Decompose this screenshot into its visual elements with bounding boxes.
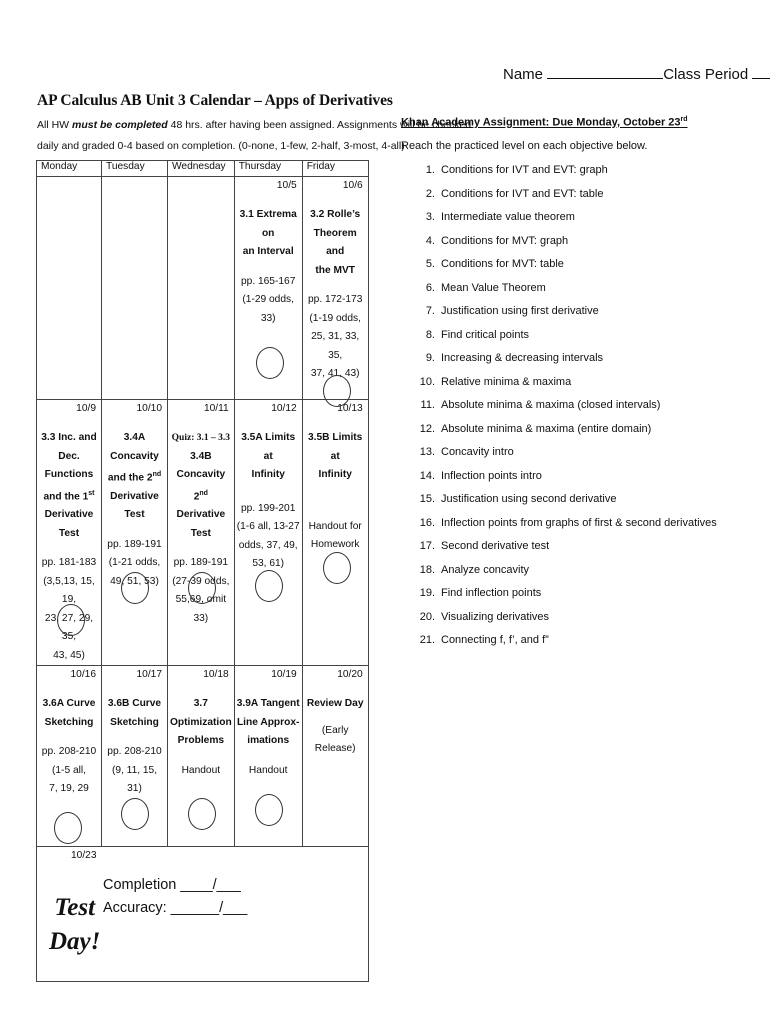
objective-item: 7. Justification using first derivative	[425, 305, 599, 317]
test-day-label: Test Day!	[49, 894, 101, 956]
khan-intro-text: Reach the practiced level on each objective below.	[401, 140, 648, 152]
homework-pages: pp. 199-201 (1-6 all, 13-27 odds, 37, 49, 53, 61)	[236, 502, 300, 569]
homework-pages: Handout	[181, 764, 221, 776]
objective-item: 3. Intermediate value theorem	[425, 211, 575, 223]
homework-pages: pp. 189-191 (27-39 odds, 55,69, omit 33)	[172, 557, 230, 624]
day-cell-10-10	[102, 400, 168, 666]
grade-circle[interactable]	[256, 347, 284, 379]
objective-item: 2. Conditions for IVT and EVT: table	[425, 187, 604, 200]
grade-circle[interactable]	[57, 604, 85, 636]
day-cell-10-23	[37, 847, 248, 982]
grade-circle[interactable]	[121, 798, 149, 830]
date-label: 10/10	[136, 403, 162, 414]
day-header-wednesday: Wednesday	[168, 161, 235, 177]
objective-item: 16. Inflection points from graphs of first & second derivatives	[419, 516, 717, 529]
day-cell-10-20	[302, 666, 368, 847]
day-header-thursday: Thursday	[234, 161, 302, 177]
instructions-line-2: daily and graded 0-4 based on completion. (0-none, 1-few, 2-half, 3-most, 4-all)	[37, 140, 405, 152]
grade-circle[interactable]	[188, 572, 216, 604]
homework-pages: pp. 208-210 (9, 11, 15, 31)	[107, 746, 162, 795]
date-label: 10/6	[342, 180, 363, 191]
day-cell-10-5	[234, 177, 302, 400]
homework-pages: pp. 208-210 (1-5 all, 7, 19, 29	[41, 746, 97, 795]
lesson-title: 3.2 Rolle’s Theorem and the MVT	[310, 209, 361, 276]
date-label: 10/13	[337, 403, 363, 414]
objective-item: 14. Inflection points intro	[419, 469, 542, 482]
day-cell-10-18	[168, 666, 235, 847]
day-cell-empty	[37, 177, 102, 400]
class-period-field[interactable]	[752, 64, 770, 79]
homework-pages: pp. 181-183 (3,5,13, 15, 19, 23, 27, 29, 35, 43, 45)	[41, 557, 97, 661]
lesson-note: (Early Release)	[314, 724, 356, 755]
objective-item: 4. Conditions for MVT: graph	[425, 234, 569, 247]
objective-item: 20. Visualizing derivatives	[419, 610, 550, 623]
lesson-title: 3.7 Optimization Problems	[170, 698, 232, 747]
objectives-list	[401, 160, 717, 654]
name-label: Name	[503, 66, 544, 83]
grade-circle[interactable]	[323, 552, 351, 584]
objective-item: 18. Analyze concavity	[419, 563, 530, 576]
grade-circle[interactable]	[54, 812, 82, 844]
unit-calendar	[36, 160, 369, 982]
objective-item: 17. Second derivative test	[419, 540, 550, 552]
day-cell-10-19	[234, 666, 302, 847]
homework-pages: pp. 165-167 (1-29 odds, 33)	[240, 275, 296, 324]
grade-circle[interactable]	[255, 570, 283, 602]
day-cell-10-6	[302, 177, 368, 400]
day-cell-empty	[102, 177, 168, 400]
date-label: 10/5	[276, 180, 297, 191]
objective-item: 11. Absolute minima & maxima (closed intervals)	[420, 399, 661, 411]
date-label: 10/23	[71, 850, 97, 862]
lesson-title: 3.9A Tangent Line Approx- imations	[236, 698, 300, 747]
date-label: 10/11	[203, 403, 229, 414]
lesson-title: 3.5B Limits at Infinity	[308, 432, 363, 480]
day-cell-10-11	[168, 400, 235, 666]
day-header-friday: Friday	[302, 161, 368, 177]
date-label: 10/20	[337, 669, 363, 681]
objective-item: 6. Mean Value Theorem	[425, 281, 546, 294]
day-cell-10-13	[302, 400, 368, 666]
objective-item: 19. Find inflection points	[419, 587, 542, 599]
khan-assignment-title: Khan Academy Assignment: Due Monday, October 23rd	[401, 116, 688, 129]
homework-pages: pp. 172-173 (1-19 odds, 25, 31, 33, 35, 37, 41, 43)	[307, 294, 363, 379]
instructions-line-1: All HW must be completed 48 hrs. after having been assigned. Assignments will be checked	[37, 119, 472, 131]
day-header-monday: Monday	[37, 161, 102, 177]
day-cell-empty	[168, 177, 235, 400]
document-title: AP Calculus AB Unit 3 Calendar – Apps of Derivatives	[37, 92, 393, 109]
lesson-title: 3.6B Curve Sketching	[107, 698, 162, 728]
homework-pages: Handout for Homework	[308, 520, 362, 550]
lesson-title: 3.4A Concavity and the 2nd Derivative Test	[107, 432, 162, 521]
date-label: 10/12	[271, 403, 297, 414]
lesson-title: 3.3 Inc. and Dec. Functions and the 1st Derivative Test	[41, 432, 97, 539]
date-label: 10/9	[76, 403, 96, 414]
quiz-label: Quiz: 3.1 – 3.3	[171, 433, 230, 443]
accuracy-score: Accuracy: ______/___	[103, 900, 248, 917]
objective-item: 1. Conditions for IVT and EVT: graph	[425, 164, 608, 176]
day-cell-10-16	[37, 666, 102, 847]
lesson-title: 3.6A Curve Sketching	[42, 698, 96, 728]
objective-item: 8. Find critical points	[425, 328, 530, 341]
date-label: 10/17	[136, 669, 162, 681]
date-label: 10/16	[70, 669, 96, 681]
grade-circle[interactable]	[188, 798, 216, 830]
homework-pages: Handout	[248, 764, 288, 776]
name-period-line	[503, 64, 770, 83]
day-cell-10-17	[102, 666, 168, 847]
day-header-tuesday: Tuesday	[102, 161, 168, 177]
objective-item: 9. Increasing & decreasing intervals	[425, 352, 604, 364]
lesson-title: 3.1 Extrema on an Interval	[239, 209, 297, 257]
objective-item: 13. Concavity intro	[419, 446, 514, 458]
lesson-title: 3.5A Limits at Infinity	[241, 432, 296, 480]
objective-item: 5. Conditions for MVT: table	[425, 258, 564, 270]
date-label: 10/19	[271, 669, 297, 681]
date-label: 10/18	[203, 669, 229, 681]
objective-item: 10. Relative minima & maxima	[419, 375, 572, 388]
class-period-label: Class Period	[663, 66, 749, 83]
homework-pages: pp. 189-191 (1-21 odds, 49, 51, 53)	[107, 538, 162, 587]
completion-score: Completion ____/___	[103, 877, 241, 894]
lesson-title: Quiz: 3.1 – 3.3 3.4B Concavity 2nd Derivative Test	[170, 429, 232, 543]
grade-circle[interactable]	[121, 572, 149, 604]
objective-item: 21. Connecting f, f’, and f”	[419, 634, 549, 646]
day-cell-10-9	[37, 400, 102, 666]
day-cell-10-12	[234, 400, 302, 666]
objective-item: 12. Absolute minima & maxima (entire domain)	[419, 422, 652, 435]
objective-item: 15. Justification using second derivative	[419, 493, 617, 505]
grade-circle[interactable]	[255, 794, 283, 826]
week-4-remainder	[102, 847, 369, 982]
lesson-title: Review Day	[306, 698, 364, 710]
name-field[interactable]	[547, 64, 663, 79]
